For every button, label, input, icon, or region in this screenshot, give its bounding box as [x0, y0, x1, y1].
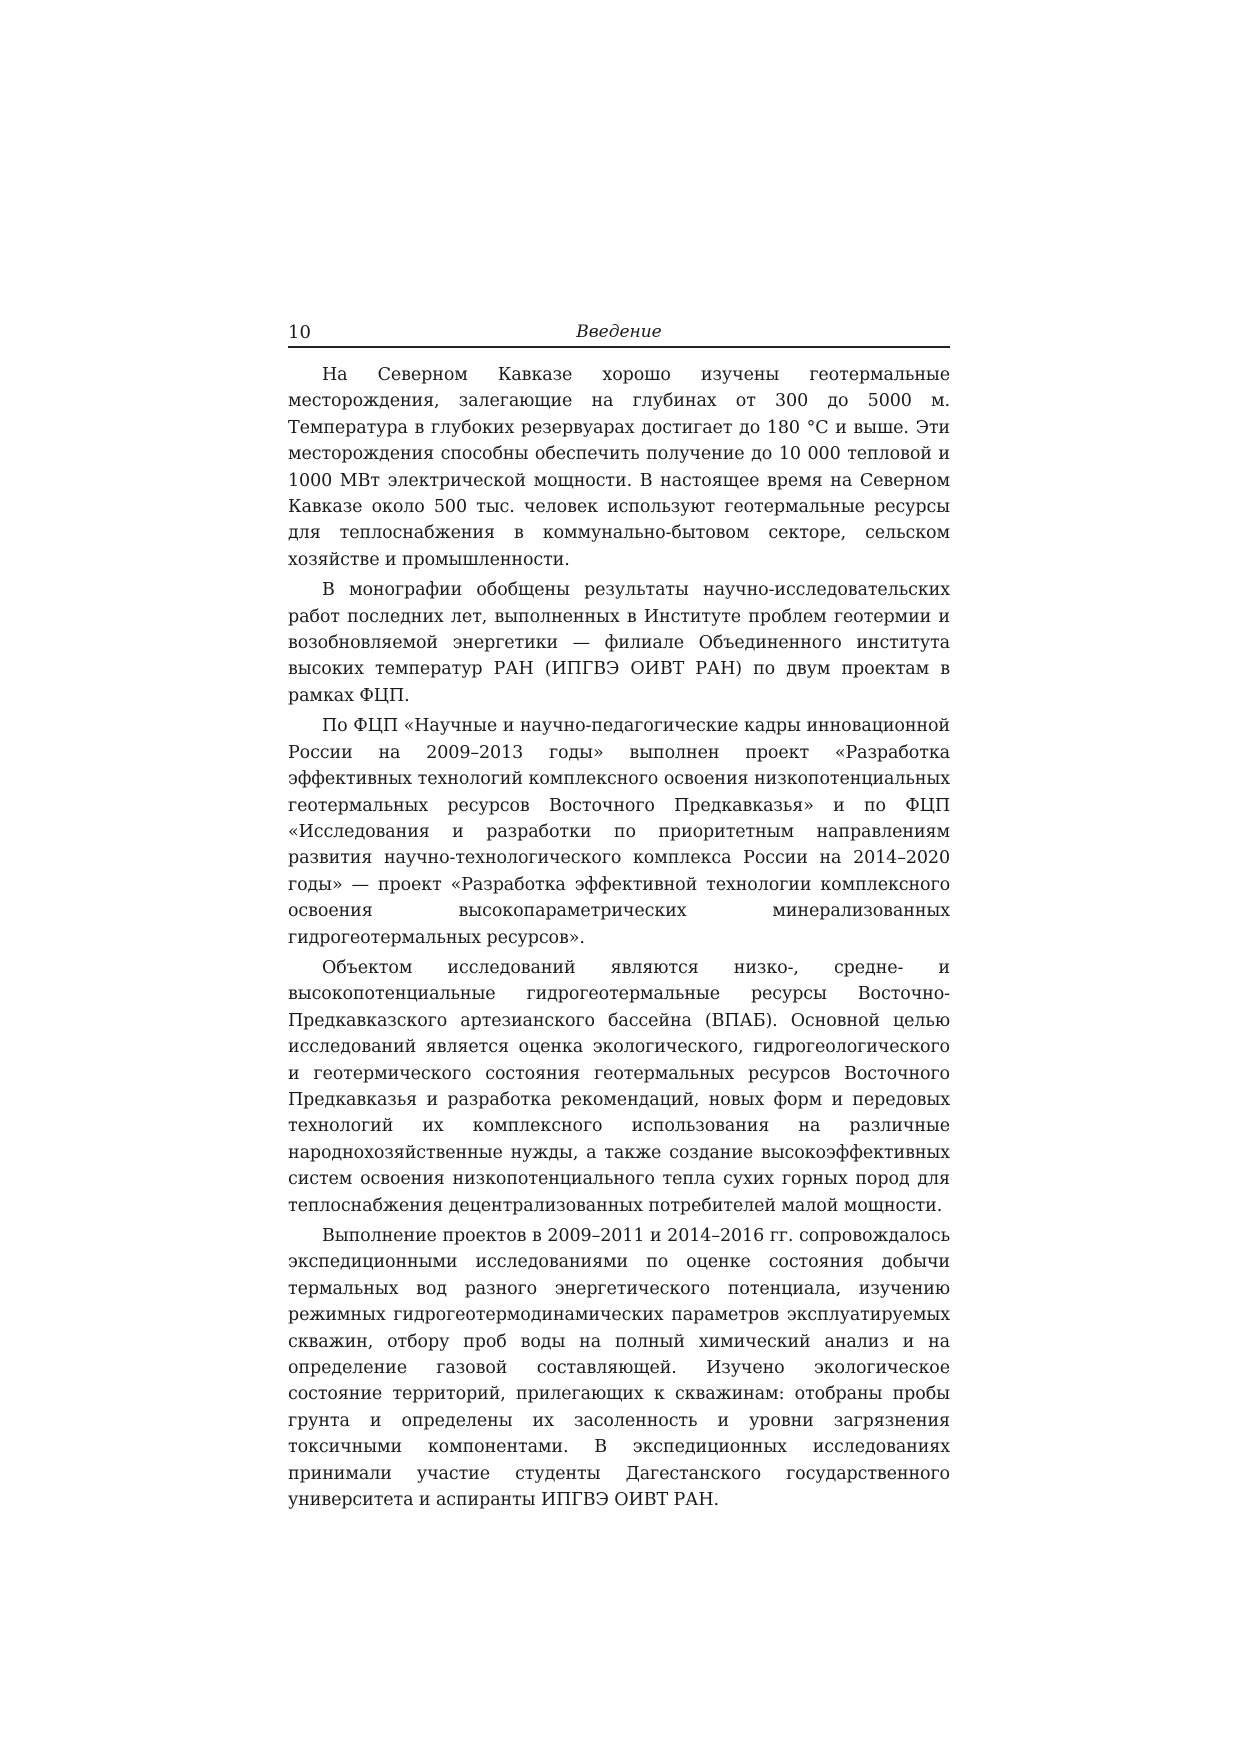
running-title: Введение: [576, 322, 662, 342]
book-page: [288, 318, 950, 1513]
running-header: [288, 318, 950, 348]
page-number: 10: [288, 322, 311, 343]
paragraph-5: Выполнение проектов в 2009–2011 и 2014–2016 гг. сопровождалось экспедиционными исследованиями по оценке состояния добычи термальных вод разного энергетического потенциала, изучению режимных гидрогеотермодинамических параметров эксплуатируемых скважин, отбору проб воды на полный химический анализ и на определение газовой составляющей. Изучено экологическое состояние территорий, прилегающих к скважинам: отобраны пробы грунта и определены их засоленность и уровни загрязнения токсичными компонентами. В экспедиционных исследованиях принимали участие студенты Дагестанского государственного университета и аспиранты ИПГВЭ ОИВТ РАН.: [288, 1226, 950, 1511]
paragraph-1: На Северном Кавказе хорошо изучены геотермальные месторождения, залегающие на глубинах от 300 до 5000 м. Температура в глубоких резервуарах достигает до 180 °C и выше. Эти месторождения способны обеспечить получение до 10 000 тепловой и 1000 МВт электрической мощности. В настоящее время на Северном Кавказе около 500 тыс. человек используют геотермальные ресурсы для теплоснабжения в коммунально-бытовом секторе, сельском хозяйстве и промышленности.: [288, 365, 950, 570]
paragraph-3: По ФЦП «Научные и научно-педагогические кадры инновационной России на 2009–2013 годы» выполнен проект «Разработка эффективных технологий комплексного освоения низкопотенциальных геотермальных ресурсов Восточного Предкавказья» и по ФЦП «Исследования и разработки по приоритетным направлениям развития научно-технологического комплекса России на 2014–2020 годы» — проект «Разработка эффективной технологии комплексного освоения высокопараметрических минерализованных гидрогеотермальных ресурсов».: [288, 716, 950, 948]
body-text: [288, 362, 950, 1513]
paragraph-4: Объектом исследований являются низко-, средне- и высокопотенциальные гидрогеотермальные ресурсы Восточно-Предкавказского артезианского бассейна (ВПАБ). Основной целью исследований является оценка экологического, гидрогеологического и геотермического состояния геотермальных ресурсов Восточного Предкавказья и разработка рекомендаций, новых форм и передовых технологий их комплексного использования на различные народнохозяйственные нужды, а также создание высокоэффективных систем освоения низкопотенциального тепла сухих горных пород для теплоснабжения децентрализованных потребителей малой мощности.: [288, 957, 950, 1216]
paragraph-2: В монографии обобщены результаты научно-исследовательских работ последних лет, выполненных в Институте проблем геотермии и возобновляемой энергетики — филиале Объединенного института высоких температур РАН (ИПГВЭ ОИВТ РАН) по двум проектам в рамках ФЦП.: [288, 580, 950, 706]
